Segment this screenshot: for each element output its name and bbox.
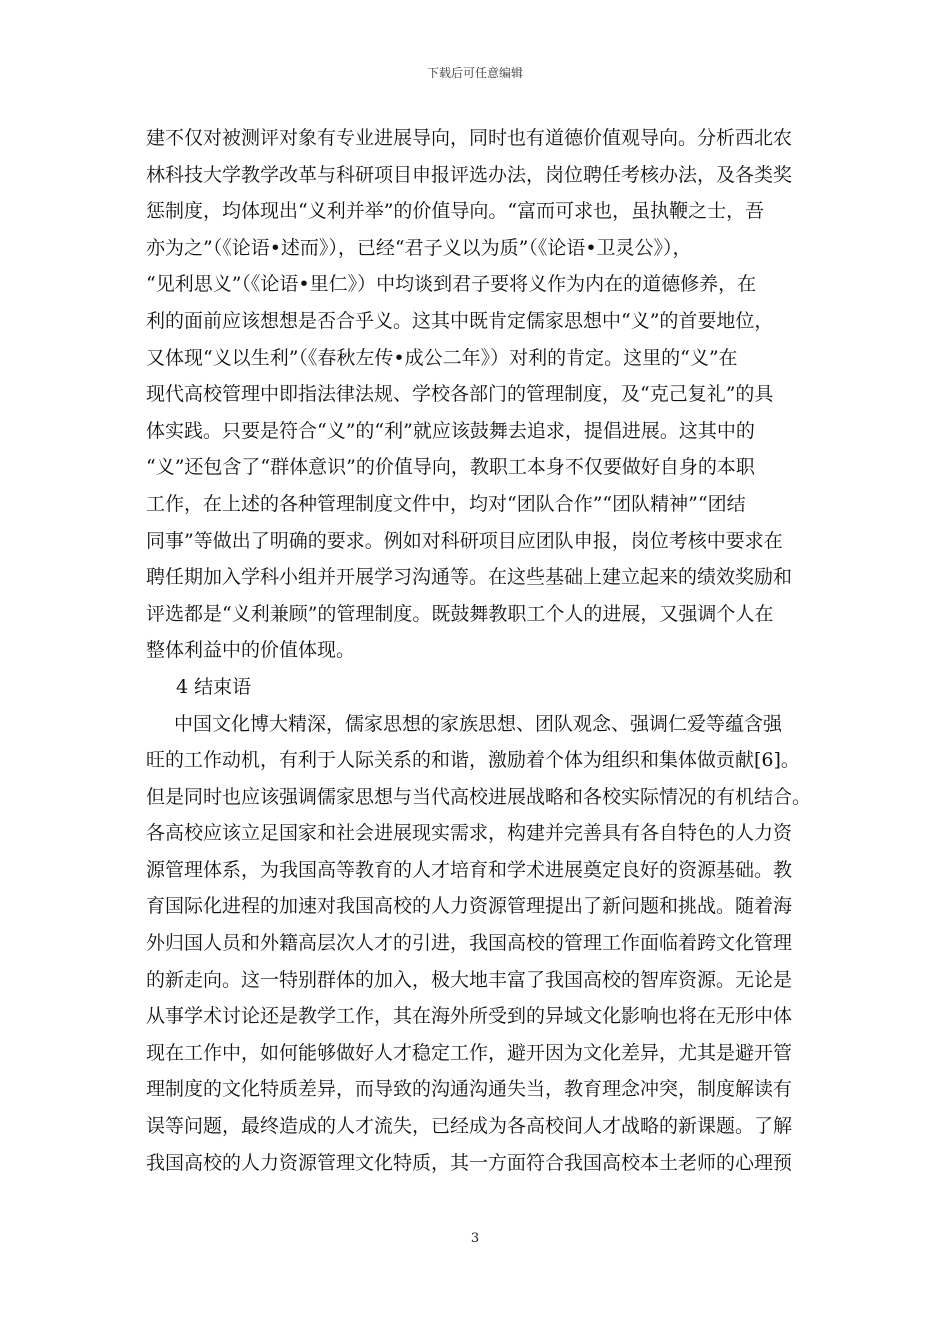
page-number: 3 <box>470 1231 480 1246</box>
text-line: 旺的工作动机，有利于人际关系的和谐，激励着个体为组织和集体做贡献[6]。 <box>146 749 800 772</box>
text-line: 现在工作中，如何能够做好人才稳定工作，避开因为文化差异，尤其是避开管 <box>146 1041 793 1064</box>
document-body <box>146 120 812 1181</box>
text-line: 现代高校管理中即指法律法规、学校各部门的管理制度，及“克己复礼”的具 <box>146 383 774 406</box>
text-line: 育国际化进程的加速对我国高校的人力资源管理提出了新问题和挑战。随着海 <box>146 895 793 918</box>
text-line: “义”还包含了“群体意识”的价值导向，教职工本身不仅要做好自身的本职 <box>146 456 755 479</box>
text-line: 评选都是“义利兼顾”的管理制度。既鼓舞教职工个人的进展，又强调个人在 <box>146 602 774 625</box>
text-line: 各高校应该立足国家和社会进展现实需求，构建并完善具有各自特色的人力资 <box>146 822 793 845</box>
page-header: 下载后可任意编辑 <box>426 66 523 80</box>
section-heading: 4 结束语 <box>176 675 252 698</box>
text-line: 同事”等做出了明确的要求。例如对科研项目应团队申报，岗位考核中要求在 <box>146 529 783 552</box>
text-line: 亦为之”（《论语•述而》），已经“君子义以为质”（《论语•卫灵公》）， <box>146 236 692 259</box>
text-line: “见利思义”（《论语•里仁》）中均谈到君子要将义作为内在的道德修养，在 <box>146 273 757 296</box>
text-line: 整体利益中的价值体现。 <box>146 639 356 662</box>
text-line: 源管理体系，为我国高等教育的人才培育和学术进展奠定良好的资源基础。教 <box>146 858 793 881</box>
text-line: 工作，在上述的各种管理制度文件中，均对“团队合作”“团队精神”“团结 <box>146 492 746 515</box>
text-line: 惩制度，均体现出“义利并举”的价值导向。“富而可求也，虽执鞭之士，吾 <box>146 200 765 223</box>
text-line: 但是同时也应该强调儒家思想与当代高校进展战略和各校实际情况的有机结合。 <box>146 785 812 808</box>
text-line: 中国文化博大精深，儒家思想的家族思想、团队观念、强调仁爱等蕴含强 <box>174 712 783 735</box>
text-line: 聘任期加入学科小组并开展学习沟通等。在这些基础上建立起来的绩效奖励和 <box>146 566 793 589</box>
text-line: 我国高校的人力资源管理文化特质，其一方面符合我国高校本土老师的心理预 <box>146 1151 793 1174</box>
text-line: 误等问题，最终造成的人才流失，已经成为各高校间人才战略的新课题。了解 <box>146 1115 793 1138</box>
paragraph <box>146 120 812 669</box>
text-line: 又体现“义以生利”（《春秋左传•成公二年》）对利的肯定。这里的“义”在 <box>146 346 738 369</box>
text-line: 理制度的文化特质差异，而导致的沟通沟通失当，教育理念冲突，制度解读有 <box>146 1078 793 1101</box>
text-line: 的新走向。这一特别群体的加入，极大地丰富了我国高校的智库资源。无论是 <box>146 968 793 991</box>
text-line: 体实践。只要是符合“义”的“利”就应该鼓舞去追求，提倡进展。这其中的 <box>146 419 755 442</box>
text-line: 从事学术讨论还是教学工作，其在海外所受到的异域文化影响也将在无形中体 <box>146 1005 793 1028</box>
text-line: 外归国人员和外籍高层次人才的引进，我国高校的管理工作面临着跨文化管理 <box>146 932 793 955</box>
text-line: 利的面前应该想想是否合乎义。这其中既肯定儒家思想中“义”的首要地位， <box>146 309 774 332</box>
paragraph <box>146 706 812 1182</box>
text-line: 建不仅对被测评对象有专业进展导向，同时也有道德价值观导向。分析西北农 <box>146 127 793 149</box>
text-line: 林科技大学教学改革与科研项目申报评选办法，岗位聘任考核办法，及各类奖 <box>146 163 793 186</box>
